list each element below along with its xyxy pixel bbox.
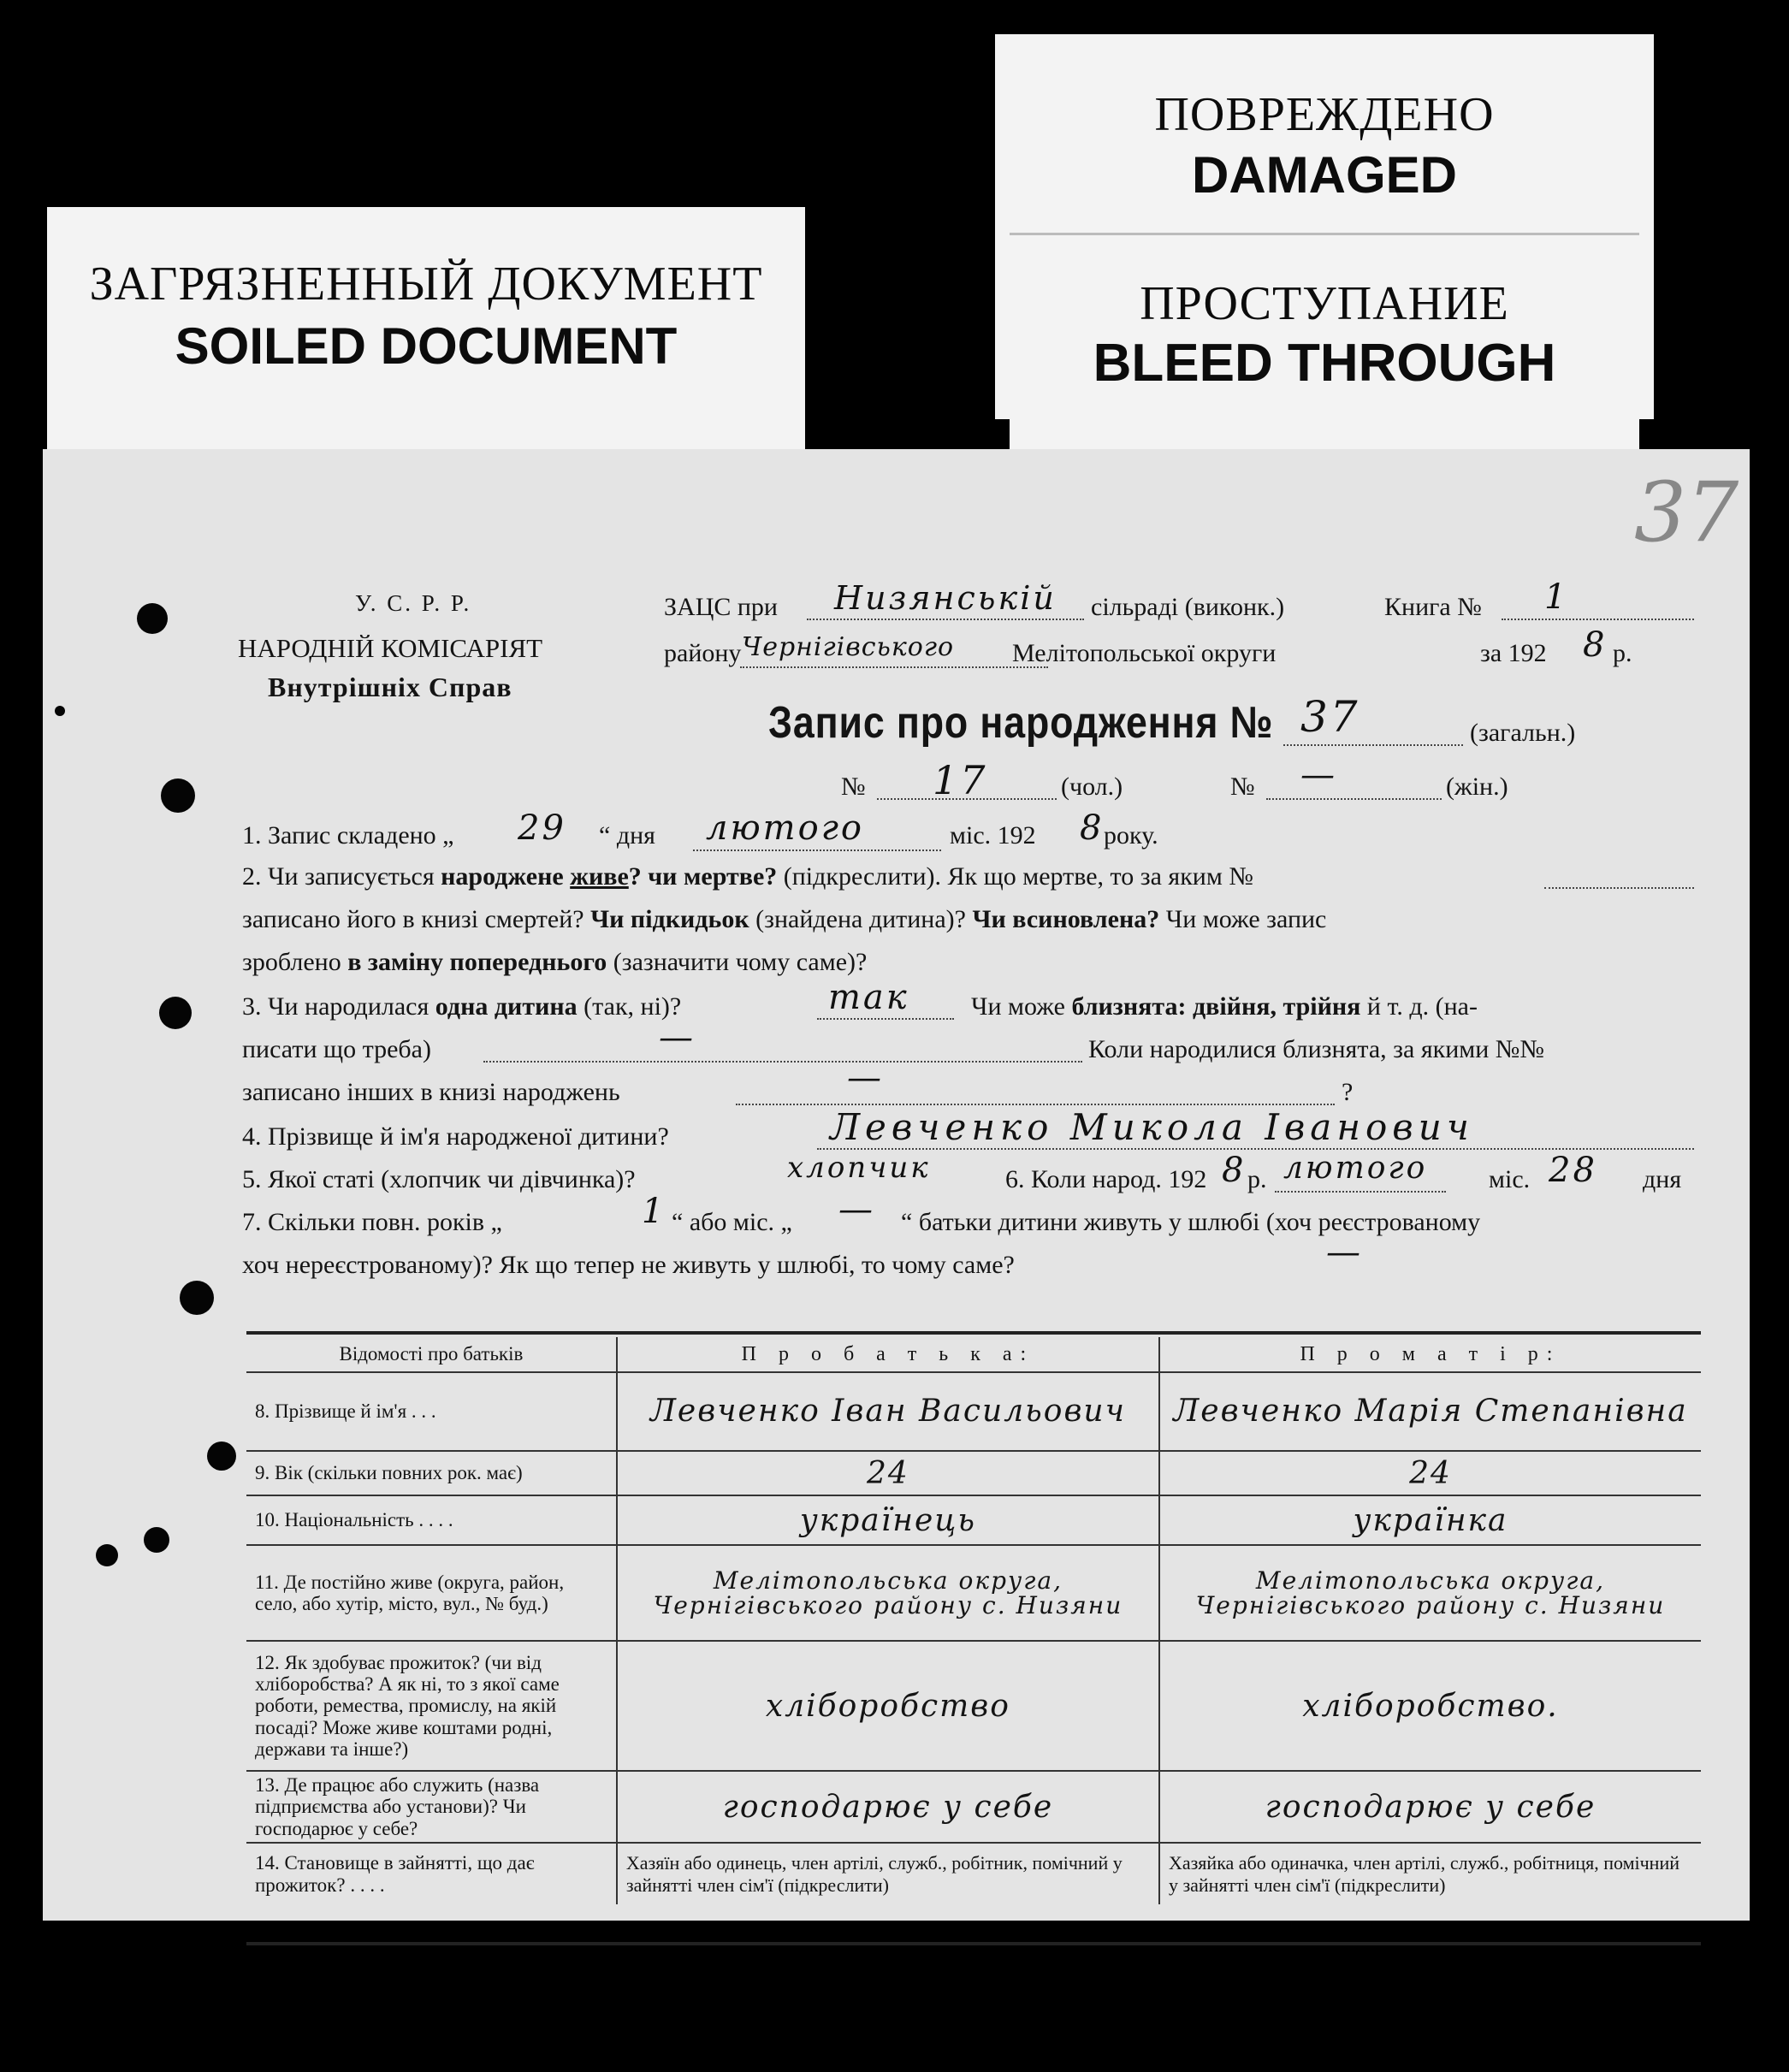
year-digit: 8 (1583, 625, 1608, 665)
q3-line3-dots (736, 1104, 1335, 1105)
row-label: 12. Як здобуває прожиток? (чи від хліборобства? А як ні, то з якої саме роботи, ремества, промислу, на якій посаді? Може живе коштами родні, держави та інше?) (255, 1651, 560, 1760)
male-label: (чол.) (1061, 773, 1123, 801)
q2-l2d: Чи всиновлена? (972, 905, 1160, 933)
punch-hole (137, 603, 168, 634)
table-row-work (246, 1771, 1701, 1843)
punch-hole (180, 1281, 214, 1315)
okruga-text: Мелітопольської округи (1012, 639, 1277, 667)
q3-answer: так (828, 978, 909, 1017)
q1-year-digit: 8 (1080, 808, 1105, 848)
q1-day: 29 (518, 808, 566, 848)
header-father: П р о б а т ь к а: (617, 1337, 1159, 1372)
year-label: за 192 (1480, 639, 1547, 667)
q2-line2 (242, 905, 1326, 934)
table-row-name (246, 1372, 1701, 1451)
father-age: 24 (617, 1451, 1159, 1495)
mother-residence: Мелітопольська округа, Чернігівського району с. Низяни (1159, 1545, 1701, 1641)
q2-l2e: Чи може запис (1165, 905, 1327, 933)
q2-l2a: записано його в книзі смертей? (242, 905, 584, 933)
damaged-label-ru: ПОВРЕЖДЕНО (1154, 88, 1495, 141)
q7-years: 1 (642, 1192, 666, 1231)
mother-nationality: українка (1159, 1495, 1701, 1545)
q7-a: 7. Скільки повн. років „ (242, 1208, 502, 1236)
punch-hole (161, 778, 195, 813)
q2-l2b: Чи підкидьок (590, 905, 749, 933)
q2-l1b: народжене (441, 862, 564, 891)
bleed-label-ru: ПРОСТУПАНИЕ (1140, 277, 1509, 330)
table-row-status (246, 1843, 1701, 1904)
q4-answer: Левченко Микола Іванович (830, 1106, 1474, 1148)
female-label: (жін.) (1446, 773, 1508, 801)
bleed-label-en: BLEED THROUGH (1093, 334, 1556, 393)
father-work: господарює у себе (617, 1771, 1159, 1843)
q7-c: “ батьки дитини живуть у шлюбі (хоч реєстрованому (901, 1208, 1481, 1236)
table-row-residence (246, 1545, 1701, 1641)
table-row-age (246, 1451, 1701, 1495)
bleed-through-label (1010, 233, 1639, 449)
q3-l1f: й т. д. (на- (1366, 992, 1478, 1021)
q3-l1b: одна дитина (435, 992, 578, 1021)
q3-l1c: (так, ні)? (583, 992, 682, 1021)
birth-record-sheet (43, 449, 1750, 1921)
row-label: 13. Де працює або служить (назва підприємства або установи)? Чи господарює у себе? (255, 1774, 540, 1839)
q7-months: — (838, 1190, 875, 1229)
punch-hole (207, 1442, 236, 1471)
table-bottom-rule (246, 1942, 1701, 1945)
row-label: 10. Національність . . . . (255, 1509, 453, 1531)
mother-livelihood: хліборобство. (1159, 1641, 1701, 1771)
q1-text-d: року. (1104, 821, 1158, 850)
q2-l1a: 2. Чи записується (242, 862, 435, 891)
female-line (1266, 798, 1442, 800)
q2-l3b: в заміну попереднього (347, 948, 607, 976)
ussr-heading: У. С. Р. Р. (355, 590, 472, 616)
q7-line2: хоч нереєстрованому)? Як що тепер не живуть у шлюбі, то чому саме? (242, 1251, 1015, 1279)
q6-month: лютого (1283, 1151, 1428, 1186)
q3-l1d: Чи може (971, 992, 1065, 1021)
q2-line1 (242, 862, 1253, 891)
selrada-text: сільраді (виконк.) (1091, 593, 1285, 621)
q3-line2b: Коли народилися близнята, за якими №№ (1088, 1035, 1545, 1063)
father-residence: Мелітопольська округа, Чернігівського району с. Низяни (617, 1545, 1159, 1641)
q5-answer: хлопчик (787, 1151, 931, 1185)
zags-village: Низянській (834, 579, 1057, 617)
q3-dash2: — (847, 1058, 884, 1098)
raion-label: району (664, 639, 742, 667)
raion-line (740, 666, 1048, 668)
q4-label: 4. Прізвище й ім'я народженої дитини? (242, 1122, 669, 1151)
q2-line3 (242, 948, 867, 977)
q3-line2-dots (483, 1061, 1082, 1063)
q2-death-line (1544, 887, 1694, 889)
zags-line (807, 619, 1084, 620)
punch-hole (144, 1527, 169, 1553)
row-label: 9. Вік (скільки повних рок. має) (255, 1462, 523, 1484)
header-info: Відомості про батьків (339, 1343, 524, 1365)
mother-work: господарює у себе (1159, 1771, 1701, 1843)
q3-answer-line (817, 1018, 954, 1020)
q4-line (817, 1148, 1694, 1150)
father-nationality: українець (617, 1495, 1159, 1545)
q3-line1b (971, 992, 1478, 1021)
q2-l1c: живе (570, 862, 629, 891)
q6-mis: міс. (1489, 1165, 1531, 1193)
mother-status: Хазяйка або одиначка, член артілі, служб., робітниця, помічний у зайнятті член сім'ї (підкреслити) (1159, 1843, 1701, 1904)
mother-name: Левченко Марія Степанівна (1159, 1372, 1701, 1451)
father-livelihood: хліборобство (617, 1641, 1159, 1771)
male-line (877, 798, 1057, 800)
mother-age: 24 (1159, 1451, 1701, 1495)
q6-day: 28 (1549, 1151, 1597, 1190)
table-header-row (246, 1337, 1701, 1372)
male-number: 17 (933, 757, 988, 803)
raion-value: Чернігівського (742, 632, 955, 662)
punch-hole (55, 706, 65, 716)
soiled-label-en: SOILED DOCUMENT (175, 317, 678, 375)
page-number: 37 (1634, 465, 1739, 560)
q6-dnya: дня (1643, 1165, 1682, 1193)
q2-l1e: (підкреслити). Як що мертве, то за яким № (783, 862, 1253, 891)
q7-b: “ або міс. „ (672, 1208, 792, 1236)
q2-l1d: ? чи мертве? (628, 862, 778, 891)
male-prefix: № (841, 773, 866, 801)
q2-l2c: (знайдена дитина)? (755, 905, 966, 933)
q3-line3a: записано інших в книзі народжень (242, 1078, 620, 1106)
book-number: 1 (1544, 577, 1569, 617)
q7-answer: — (1326, 1233, 1363, 1272)
book-line (1502, 619, 1694, 620)
q3-line3b: ? (1342, 1078, 1354, 1106)
soiled-label-ru: ЗАГРЯЗНЕННЫЙ ДОКУМЕНТ (89, 258, 763, 311)
general-label: (загальн.) (1470, 719, 1576, 747)
q6-year-digit: 8 (1222, 1151, 1247, 1190)
female-prefix: № (1230, 773, 1255, 801)
q1-month: лютого (706, 808, 864, 848)
q6-month-line (1275, 1191, 1446, 1193)
q3-line2a: писати що треба) (242, 1035, 431, 1063)
q1-text-a: 1. Запис складено „ (242, 821, 454, 850)
q3-line1a (242, 992, 681, 1021)
q6-label: 6. Коли народ. 192 (1005, 1165, 1207, 1193)
q6-r: р. (1247, 1165, 1267, 1193)
father-name: Левченко Іван Васильович (617, 1372, 1159, 1451)
table-top-rule (246, 1331, 1701, 1335)
general-line (1283, 744, 1463, 746)
parents-table (246, 1337, 1701, 1904)
year-suffix: р. (1613, 639, 1632, 667)
table-row-livelihood (246, 1641, 1701, 1771)
damaged-label-en: DAMAGED (1192, 146, 1457, 204)
q2-l3c: (зазначити чому саме)? (613, 948, 868, 976)
father-status: Хазяїн або одинець, член артілі, служб., робітник, помічний у зайнятті член сім'ї (підкреслити) (617, 1843, 1159, 1904)
zags-prefix: ЗАЦС при (664, 593, 778, 621)
q2-l3a: зроблено (242, 948, 341, 976)
book-label: Книга № (1384, 593, 1482, 621)
general-number: 37 (1300, 692, 1360, 742)
commissariat-heading: НАРОДНІЙ КОМІСАРІЯТ (238, 633, 543, 663)
punch-hole (96, 1544, 118, 1566)
record-title: Запис про народження № (768, 698, 1274, 748)
soiled-document-label (47, 207, 805, 451)
q5-label: 5. Якої статі (хлопчик чи дівчинка)? (242, 1165, 636, 1193)
row-label: 8. Прізвище й ім'я . . . (255, 1400, 436, 1423)
q3-dash1: — (659, 1018, 696, 1057)
row-label: 14. Становище в зайнятті, що дає прожиток? . . . . (255, 1852, 535, 1896)
q1-text-b: “ дня (599, 821, 655, 850)
row-label: 11. Де постійно живе (округа, район, село, або хутір, місто, вул., № буд.) (255, 1571, 565, 1614)
q1-month-line (693, 850, 941, 851)
header-mother: П р о м а т і р: (1159, 1337, 1701, 1372)
table-row-nationality (246, 1495, 1701, 1545)
punch-hole (159, 997, 192, 1029)
female-number: — (1300, 755, 1337, 795)
q3-l1a: 3. Чи народилася (242, 992, 429, 1021)
q3-l1e: близнята: двійня, трійня (1071, 992, 1361, 1021)
internal-affairs-heading: Внутрішніх Справ (268, 672, 512, 702)
q1-text-c: міс. 192 (950, 821, 1036, 850)
